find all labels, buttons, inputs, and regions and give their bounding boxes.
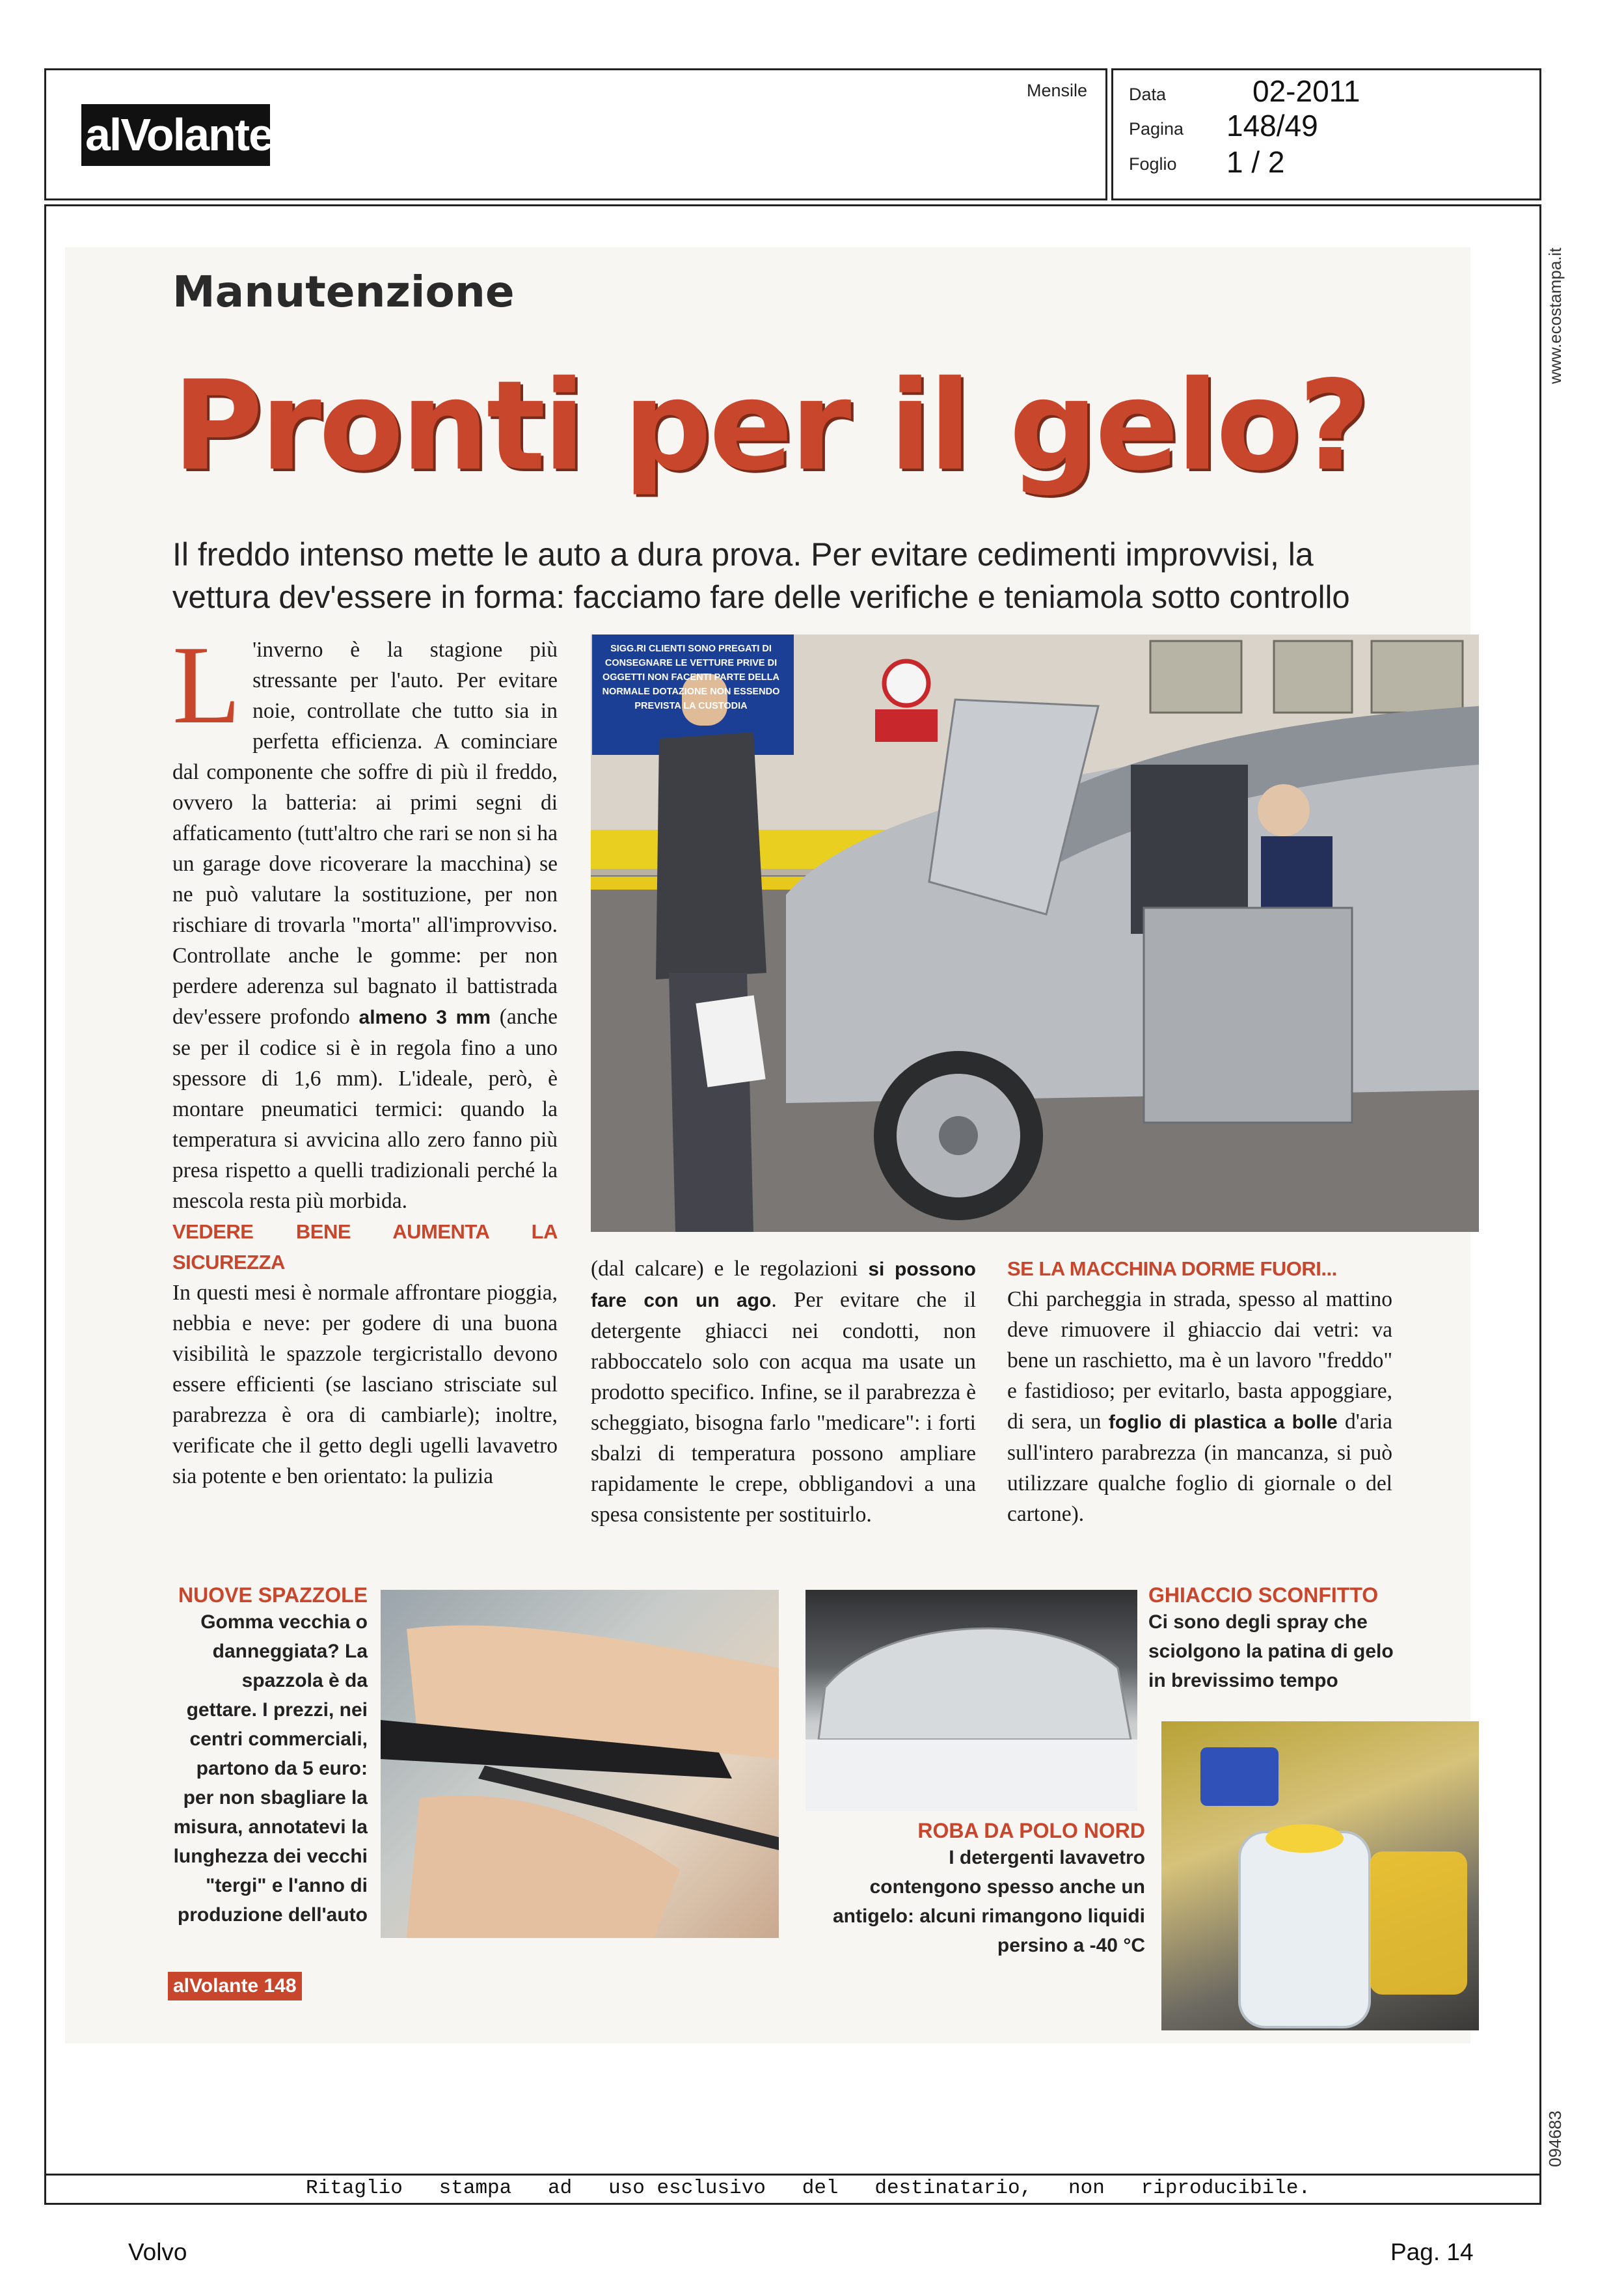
headline: Pronti per il gelo? [172, 354, 1368, 498]
caption-deicer-title: GHIACCIO SCONFITTO [1148, 1583, 1379, 1607]
caption-antifreeze [833, 1819, 1145, 1960]
paragraph-outdoor: Chi parcheggia in strada, spesso al mattino deve rimuovere il ghiaccio dai vetri: va bene un raschietto, ma è un lavoro "freddo" e fastidioso; per evitarlo, basta appoggiare, di sera, un foglio di plastica a bolle d'aria sull'intero parabrezza (in mancanza, si può utilizzare qualche foglio di giornale o del cartone). [1007, 1287, 1392, 1526]
website-vertical: www.ecostampa.it [1545, 247, 1565, 384]
heading-visibility: VEDERE BENE AUMENTA LA SICUREZZA [172, 1220, 558, 1274]
caption-wipers-text: Gomma vecchia o danneggiata? La spazzola è da gettare. I prezzi, nei centri commerciali, partono da 5 euro: per non sbagliare la misura, annotatevi la lunghezza dei vecchi "tergi" e l'anno di produzione dell'auto [173, 1611, 368, 1926]
garage-sign-text: SIGG.RI CLIENTI SONO PREGATI DI CONSEGNARE LE VETTURE PRIVE DI OGGETTI NON FACENTI PARTE DELLA NORMALE DOTAZIONE NON ESSENDO PREVISTA LA CUSTODIA [602, 644, 780, 711]
subtitle-line-1: Il freddo intenso mette le auto a dura prova. Per evitare cedimenti improvvisi, la [172, 536, 1314, 573]
spray-illustration [1161, 1721, 1479, 2030]
paragraph-intro: L 'inverno è la stagione più stressante per l'auto. Per evitare noie, controllate che tutto sia in perfetta efficienza. A cominciare dal componente che soffre di più il freddo, ovvero la batteria: ai primi segni di affaticamento (tutt'altro che rari se non si ha un garage dove ricoverare la macchina) se ne può valutare la sostituzione, per non rischiare di trovarla "morta" all'improvviso. Controllate anche le gomme: per non perdere aderenza sul bagnato il battistrada dev'essere profondo almeno 3 mm (anche se per il codice si è in regola fino a uno spessore di 1,6 mm). L'ideale, però, è montare pneumatici termici: quando la temperatura si avvicina allo zero fanno più presa rispetto a quelli tradizionali perché la mescola resta più morbida. [172, 623, 558, 1213]
drop-cap: L [172, 623, 241, 747]
caption-wipers-title: NUOVE SPAZZOLE [178, 1583, 368, 1607]
footer-page-number: Pag. 14 [1390, 2239, 1474, 2265]
section-title: Manutenzione [172, 267, 515, 317]
frequency-label: Mensile [1027, 81, 1088, 100]
spray-photo [1161, 1721, 1479, 2030]
wiper-illustration [381, 1590, 779, 1938]
windshield-illustration [805, 1590, 1137, 1811]
footer-client: Volvo [128, 2239, 187, 2265]
article-column-2 [591, 1253, 976, 1530]
data-label: Data [1129, 85, 1167, 104]
wiper-photo [381, 1590, 779, 1938]
code-vertical: 094683 [1545, 2110, 1565, 2167]
paragraph-visibility: In questi mesi è normale affrontare pioggia, nebbia e neve: per godere di una buona visibilità le spazzole tergicristallo devono essere efficienti (se lasciano strisciate sul parabrezza è ora di cambiarle); inoltre, verificate che il getto degli ugelli lavavetro sia potente e ben orientato: la pulizia [172, 1281, 558, 1488]
caption-wipers [172, 1583, 368, 1930]
heading-outdoor: SE LA MACCHINA DORME FUORI... [1007, 1257, 1337, 1280]
article-page-logo: alVolante 148 [168, 1972, 302, 2000]
frozen-windshield-photo [805, 1590, 1137, 1811]
caption-antifreeze-text: I detergenti lavavetro contengono spesso anche un antigelo: alcuni rimangono liquidi persino a -40 °C [833, 1847, 1145, 1956]
pagina-label: Pagina [1129, 119, 1184, 139]
caption-deicer-text: Ci sono degli spray che sciolgono la patina di gelo in brevissimo tempo [1148, 1611, 1394, 1691]
data-value: 02-2011 [1252, 74, 1360, 108]
article-column-3 [1007, 1253, 1392, 1529]
pagina-value: 148/49 [1226, 109, 1318, 143]
footer-disclaimer: Ritaglio stampa ad uso esclusivo del destinatario, non riproducibile. [306, 2177, 1311, 2200]
caption-deicer [1148, 1583, 1396, 1695]
foglio-label: Foglio [1129, 154, 1177, 174]
subtitle-line-2: vettura dev'essere in forma: facciamo fare delle verifiche e teniamola sotto controllo [172, 580, 1350, 615]
article-column-1 [172, 623, 558, 1492]
publication-logo: alVolante [81, 104, 270, 166]
garage-sign [593, 636, 789, 752]
footer-divider [44, 2174, 1539, 2176]
paragraph-nozzles: (dal calcare) e le regolazioni si possono fare con un ago. Per evitare che il detergente ghiacci nei condotti, non rabboccatelo solo con acqua ma usate un prodotto specifico. Infine, se il parabrezza è scheggiato, bisogna farlo "medicare": i forti sbalzi di temperatura possono ampliare rapidamente le crepe, obbligandovi a una spesa consistente per sostituirlo. [591, 1257, 977, 1527]
foglio-value: 1 / 2 [1226, 145, 1285, 179]
caption-antifreeze-title: ROBA DA POLO NORD [917, 1819, 1145, 1842]
